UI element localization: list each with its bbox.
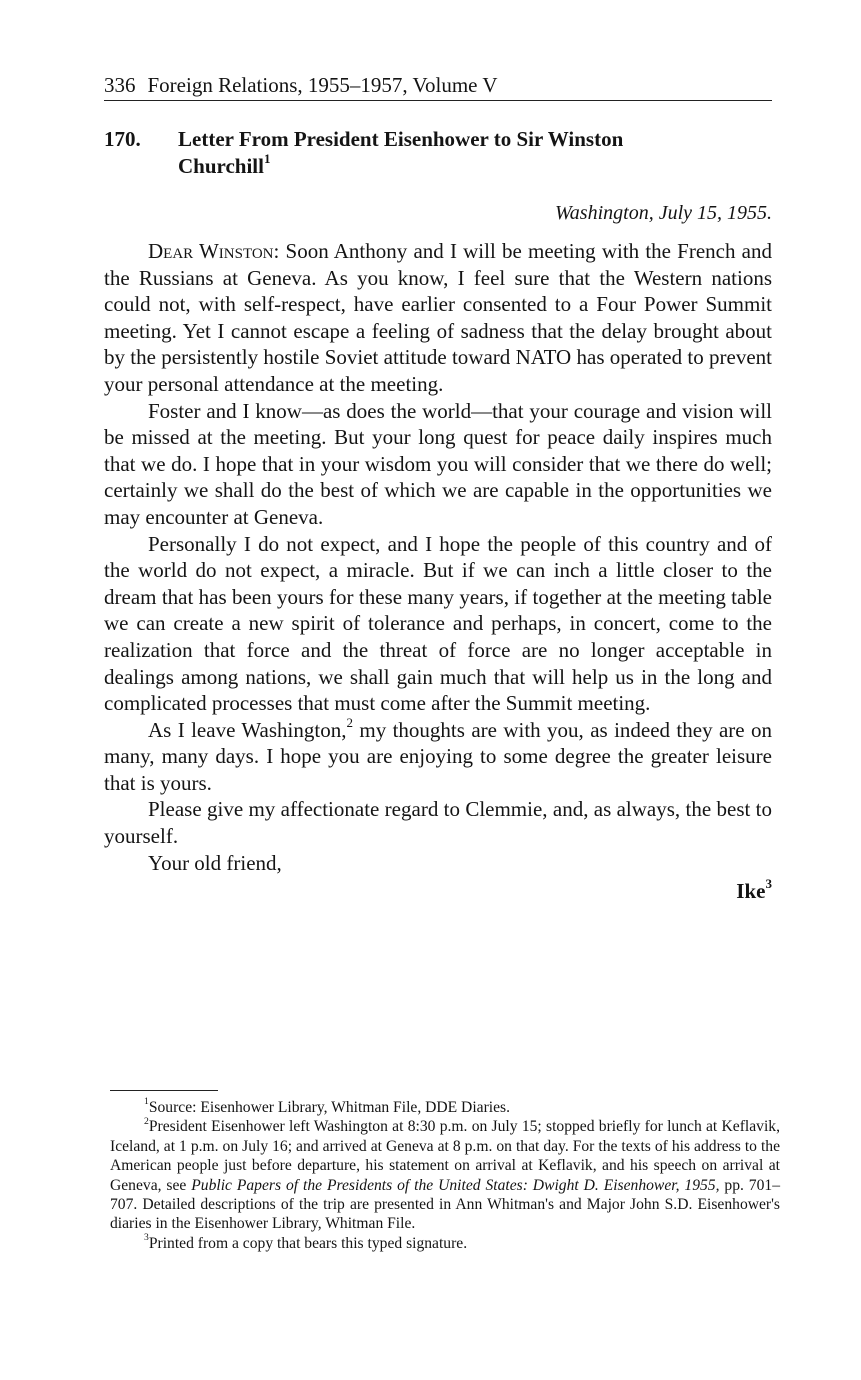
paragraph-5: Please give my affectionate regard to Clemmie, and, as always, the best to yourself. [104,797,772,849]
document-number: 170. [104,127,141,151]
series-title: Foreign Relations, 1955–1957, Volume V [147,73,498,97]
footnote-rule [110,1090,218,1091]
closing: Your old friend, [148,850,282,875]
paragraph-4-text-a: As I leave Washington, [148,717,347,742]
paragraph-3: Personally I do not expect, and I hope the people of this country and of the world do not expect, a miracle. But if we can inch a little closer to the dream that has been yours for these many years, if together at the meeting table we can create a new spirit of tolerance and perhaps, in concert, come to the realization that force and the threat of force are no longer acceptable in dealings among nations, we shall gain much that will help us in the long and complicated processes that must come after the Summit meeting. [104,531,772,716]
paragraph-1 [104,238,772,398]
document-title-text: Letter From President Eisenhower to Sir Winston Churchill [178,127,624,178]
paragraph-4-text-b: my thoughts are with you, as indeed they are on many, many days. I hope you are enjoying to some degree the greater leisure that is yours. [104,717,772,795]
paragraph-4-footnote-mark: 2 [346,714,353,730]
title-footnote-mark: 1 [263,151,271,167]
letter-body [104,238,772,905]
page-number: 336 [104,73,136,97]
footnote-3-mark: 3 [144,1232,149,1244]
signature-text: Ike [736,879,766,904]
footnote-2-mark: 2 [144,1115,149,1127]
dateline: Washington, July 15, 1955. [554,202,772,224]
footnote-2-text-a: President Eisenhower left Washington at 8:30 p.m. on July 15; stopped briefly for lunch at Keflavik, Iceland, at 1 p.m. on July 16; and arrived at Geneva at 8 p.m. on that day. For the texts of his address to the American people just before departure, his statement on arrival at Keflavik, and his speech on arrival at Geneva, see [110,1118,780,1194]
running-head [104,72,772,101]
paragraph-4 [104,714,772,797]
salutation: Dear Winston: [148,239,280,263]
paragraph-2: Foster and I know—as does the world—that your courage and vision will be missed at the meeting. But your long quest for peace daily inspires much that we do. I hope that in your wisdom you will consider that we there do well; certainly we shall do the best of which we are capable in the opportunities we may encounter at Geneva. [104,398,772,529]
footnote-3 [110,1234,780,1253]
footnote-2 [110,1117,780,1233]
footnote-1-text: Source: Eisenhower Library, Whitman File, DDE Diaries. [148,1099,510,1116]
paragraph-1-text: Soon Anthony and I will be meeting with the French and the Russians at Geneva. As you know, I feel sure that the Western nations could not, with self-respect, have earlier consented to a Four Power Summit meeting. Yet I cannot escape a feeling of sadness that the delay brought about by the persistently hostile Soviet attitude toward NATO has operated to prevent your personal attendance at the meeting. [104,239,773,396]
footnote-1-mark: 1 [144,1096,149,1108]
document-title [178,126,698,180]
footnote-1 [110,1098,780,1117]
footnote-3-text: Printed from a copy that bears this typed signature. [148,1234,468,1252]
signature [104,878,772,905]
signature-footnote-mark: 3 [765,876,772,892]
footnote-2-text-b: pp. 701–707. Detailed descriptions of the trip are presented in Ann Whitman's and Major John S.D. Eisenhower's diaries in the Eisenhower Library, Whitman File. [110,1176,780,1233]
footnote-2-citation: Public Papers of the Presidents of the United States: Dwight D. Eisenhower, 1955, [191,1176,720,1194]
footnotes [110,1098,780,1253]
